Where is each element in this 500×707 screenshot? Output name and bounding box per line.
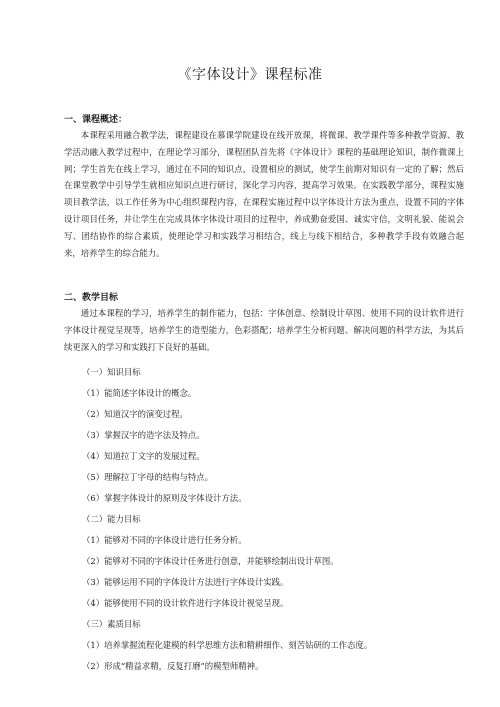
section-2-paragraph: 通过本课程的学习，培养学生的制作能力，包括：字体创意、绘制设计草图、使用不同的设计软件进行字体设计视觉呈现等，培养学生的造型能力，色彩搭配；培养学生分析问题、解决问题的科学方法，为其后续更深入的学习和实践打下良好的基础。	[64, 308, 464, 352]
knowledge-goals-heading: （一）知识目标	[82, 367, 141, 377]
knowledge-goal-item: （6）掌握字体设计的原则及字体设计方法。	[82, 493, 247, 503]
quality-goals-heading: （三）素质目标	[82, 619, 141, 629]
knowledge-goal-item: （3）掌握汉字的造字法及特点。	[82, 430, 205, 440]
quality-goal-item: （2）形成“精益求精，反复打磨”的模型师精神。	[82, 661, 264, 671]
ability-goal-item: （4）能够使用不同的设计软件进行字体设计视觉呈现。	[82, 598, 289, 608]
document-title: 《字体设计》课程标准	[177, 67, 323, 83]
section-2-heading: 二、教学目标	[64, 293, 119, 303]
section-1-paragraph: 本课程采用融合教学法，课程建设在慕课学院建设在线开放课，将微课、教学课件等多种教学资源、教学活动融入教学过程中，在理论学习部分，课程团队首先将《字体设计》课程的基础理论知识，制作微课上网；学生首先在线上学习，通过在不同的知识点，设置相应的测试，使学生前期对知识有一定的了解；然后在课堂教学中引导学生就相应知识点进行研讨，深化学习内容，提高学习效果。在实践教学部分，课程实施项目教学法，以工作任务为中心组织课程内容，在课程实施过程中以字体设计方法为重点，设置不同的字体设计项目任务，并让学生在完成具体字体设计项目的过程中，养成勤奋爱国、诚实守信，文明礼貌、能说会写、团结协作的综合素质，使理论学习和实践学习相结合，线上与线下相结合，多种教学手段有效融合起来，培养学生的综合能力。	[64, 130, 464, 258]
ability-goal-item: （3）能够运用不同的字体设计方法进行字体设计实践。	[82, 577, 289, 587]
section-1-heading: 一、课程概述：	[64, 115, 128, 125]
ability-goals-heading: （二）能力目标	[82, 514, 141, 524]
ability-goal-item: （2）能够对不同的字体设计任务进行创意，并能够绘制出设计草图。	[82, 556, 339, 566]
knowledge-goal-item: （2）知道汉字的演变过程。	[82, 409, 188, 419]
knowledge-goal-item: （4）知道拉丁文字的发展过程。	[82, 451, 205, 461]
quality-goal-item: （1）培养掌握流程化建模的科学思维方法和精耕细作、刻苦钻研的工作态度。	[82, 640, 373, 650]
knowledge-goal-item: （5）理解拉丁字母的结构与特点。	[82, 472, 213, 482]
knowledge-goal-item: （1）能简述字体设计的概念。	[82, 388, 197, 398]
ability-goal-item: （1）能够对不同的字体设计进行任务分析。	[82, 535, 247, 545]
